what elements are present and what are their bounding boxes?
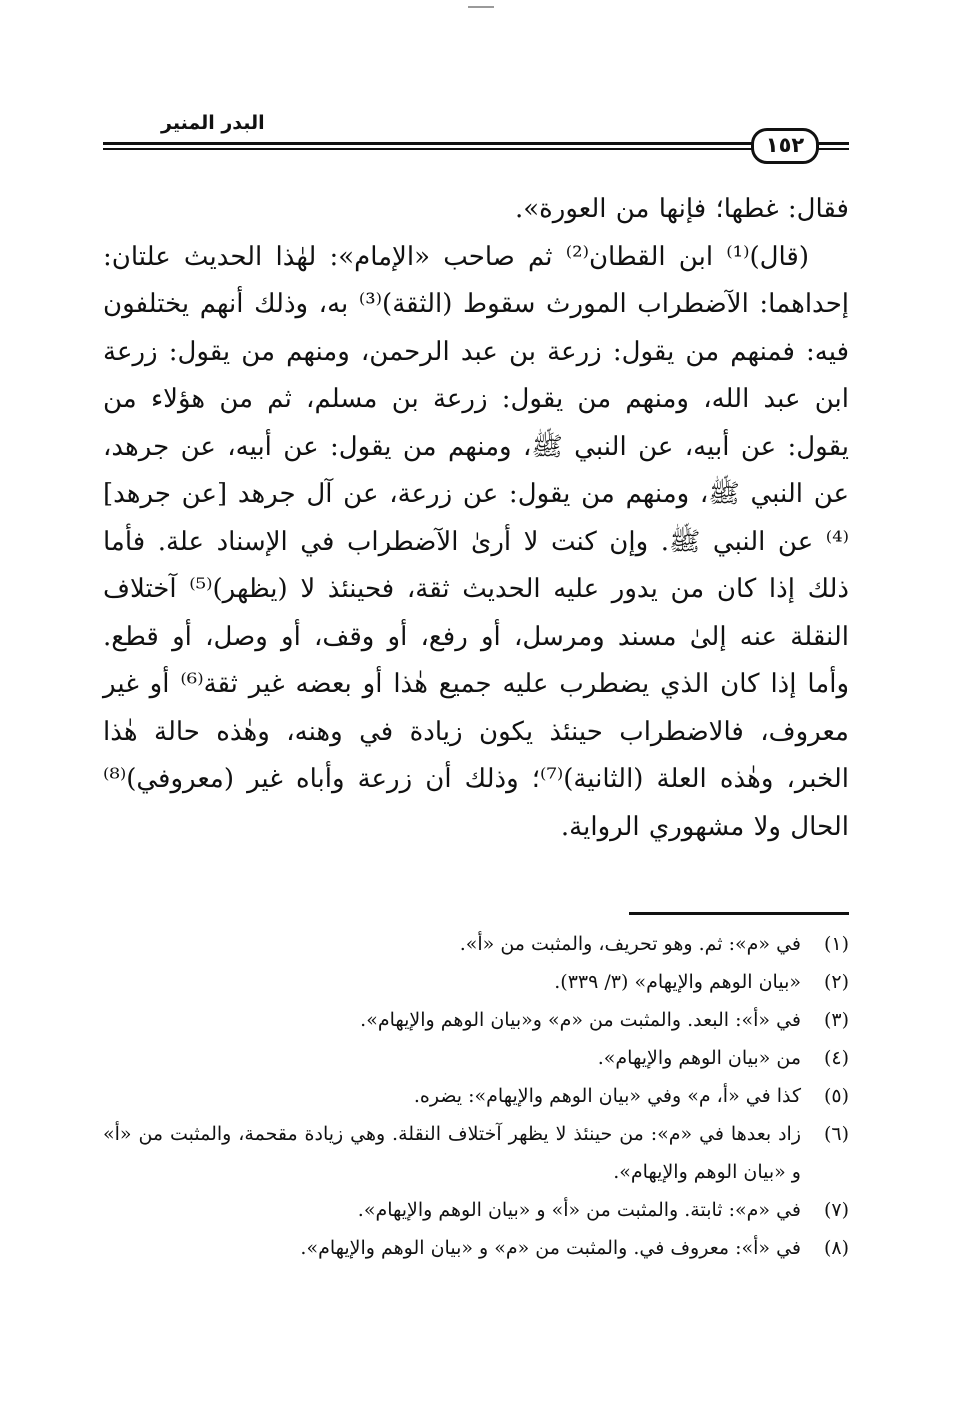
footnote-number: (٧) [823, 1199, 849, 1221]
page-header [103, 112, 849, 160]
footnote [103, 1115, 849, 1191]
footnote-number: (٨) [823, 1237, 849, 1259]
book-title: البدر المنير [155, 112, 271, 134]
paragraph-2: (قال)⁽¹⁾ ابن القطان⁽²⁾ ثم صاحب «الإمام»: لهٰذا الحديث علتان: إحداهما: الآضطراب المورث سقوط (الثقة)⁽³⁾ به، وذلك أنهم يختلفون فيه: فمنهم من يقول: زرعة بن عبد الرحمن، ومنهم من يقول: زرعة ابن عبد الله، ومنهم من يقول: زرعة بن مسلم، ثم من هؤلاء من يقول: عن أبيه، عن النبي ﷺ، ومنهم من يقول: عن أبيه، عن جرهد، عن النبي ﷺ، ومنهم من يقول: عن زرعة، عن آل جرهد [عن جرهد]⁽⁴⁾ عن النبي ﷺ. وإن كنت لا أرىٰ الآضطراب في الإسناد علة. فأما ذلك إذا كان من يدور عليه الحديث ثقة، فحينئذ لا (يظهر)⁽⁵⁾ آختلاف النقلة عنه إلىٰ مسند ومرسل، أو رفع، أو وقف، أو وصل، أو قطع. وأما إذا كان الذي يضطرب عليه جميع هٰذا أو بعضه غير ثقة⁽⁶⁾ أو غير معروف، فالاضطراب حينئذ يكون زيادة في وهنه، وهٰذه حالة هٰذا الخبر، وهٰذه العلة (الثانية)⁽⁷⁾؛ وذلك أن زرعة وأباه غير (معروفي)⁽⁸⁾ الحال ولا مشهوري الرواية. [103, 241, 849, 842]
footnote [103, 963, 849, 1001]
page-number: ١٥٢ [751, 128, 819, 164]
header-rule [103, 142, 849, 145]
footnote-number: (٥) [823, 1085, 849, 1107]
footnote-number: (٢) [823, 971, 849, 993]
footnote-number: (٦) [823, 1123, 849, 1145]
footnote-separator [629, 912, 849, 915]
footnote-text: «بيان الوهم والإيهام» (٣/ ٣٣٩). [554, 971, 801, 993]
footnote [103, 1191, 849, 1229]
footnote-text: في «أ»: البعد. والمثبت من «م» و«بيان الوهم والإيهام». [360, 1009, 801, 1031]
top-edge-mark [468, 6, 494, 8]
footnote-number: (٤) [823, 1047, 849, 1069]
footnote [103, 1039, 849, 1077]
footnotes [103, 925, 849, 1267]
footnote [103, 1229, 849, 1267]
footnote-text: في «أ»: معروف في. والمثبت من «م» و «بيان الوهم والإيهام». [300, 1237, 801, 1259]
paragraph-1: فقال: غطها؛ فإنها من العورة». [515, 194, 849, 224]
footnote [103, 1077, 849, 1115]
footnote-text: كذا في «أ، م» وفي «بيان الوهم والإيهام»: يضره. [413, 1085, 801, 1107]
footnote [103, 1001, 849, 1039]
footnote-number: (٣) [823, 1009, 849, 1031]
header-rule-double [103, 148, 849, 150]
footnote-text: في «م»: ثابتة. والمثبت من «أ» و «بيان الوهم والإيهام». [357, 1199, 801, 1221]
footnote [103, 925, 849, 963]
main-text [103, 186, 849, 851]
footnote-text: زاد بعدها في «م»: من حينئذ لا يظهر آختلاف النقلة. وهي زيادة مقحمة، والمثبت من «أ» و «بيان الوهم والإيهام». [103, 1123, 801, 1183]
footnote-text: في «م»: ثم. وهو تحريف، والمثبت من «أ». [459, 933, 801, 955]
footnote-text: من «بيان الوهم والإيهام». [597, 1047, 801, 1069]
footnote-number: (١) [823, 933, 849, 955]
